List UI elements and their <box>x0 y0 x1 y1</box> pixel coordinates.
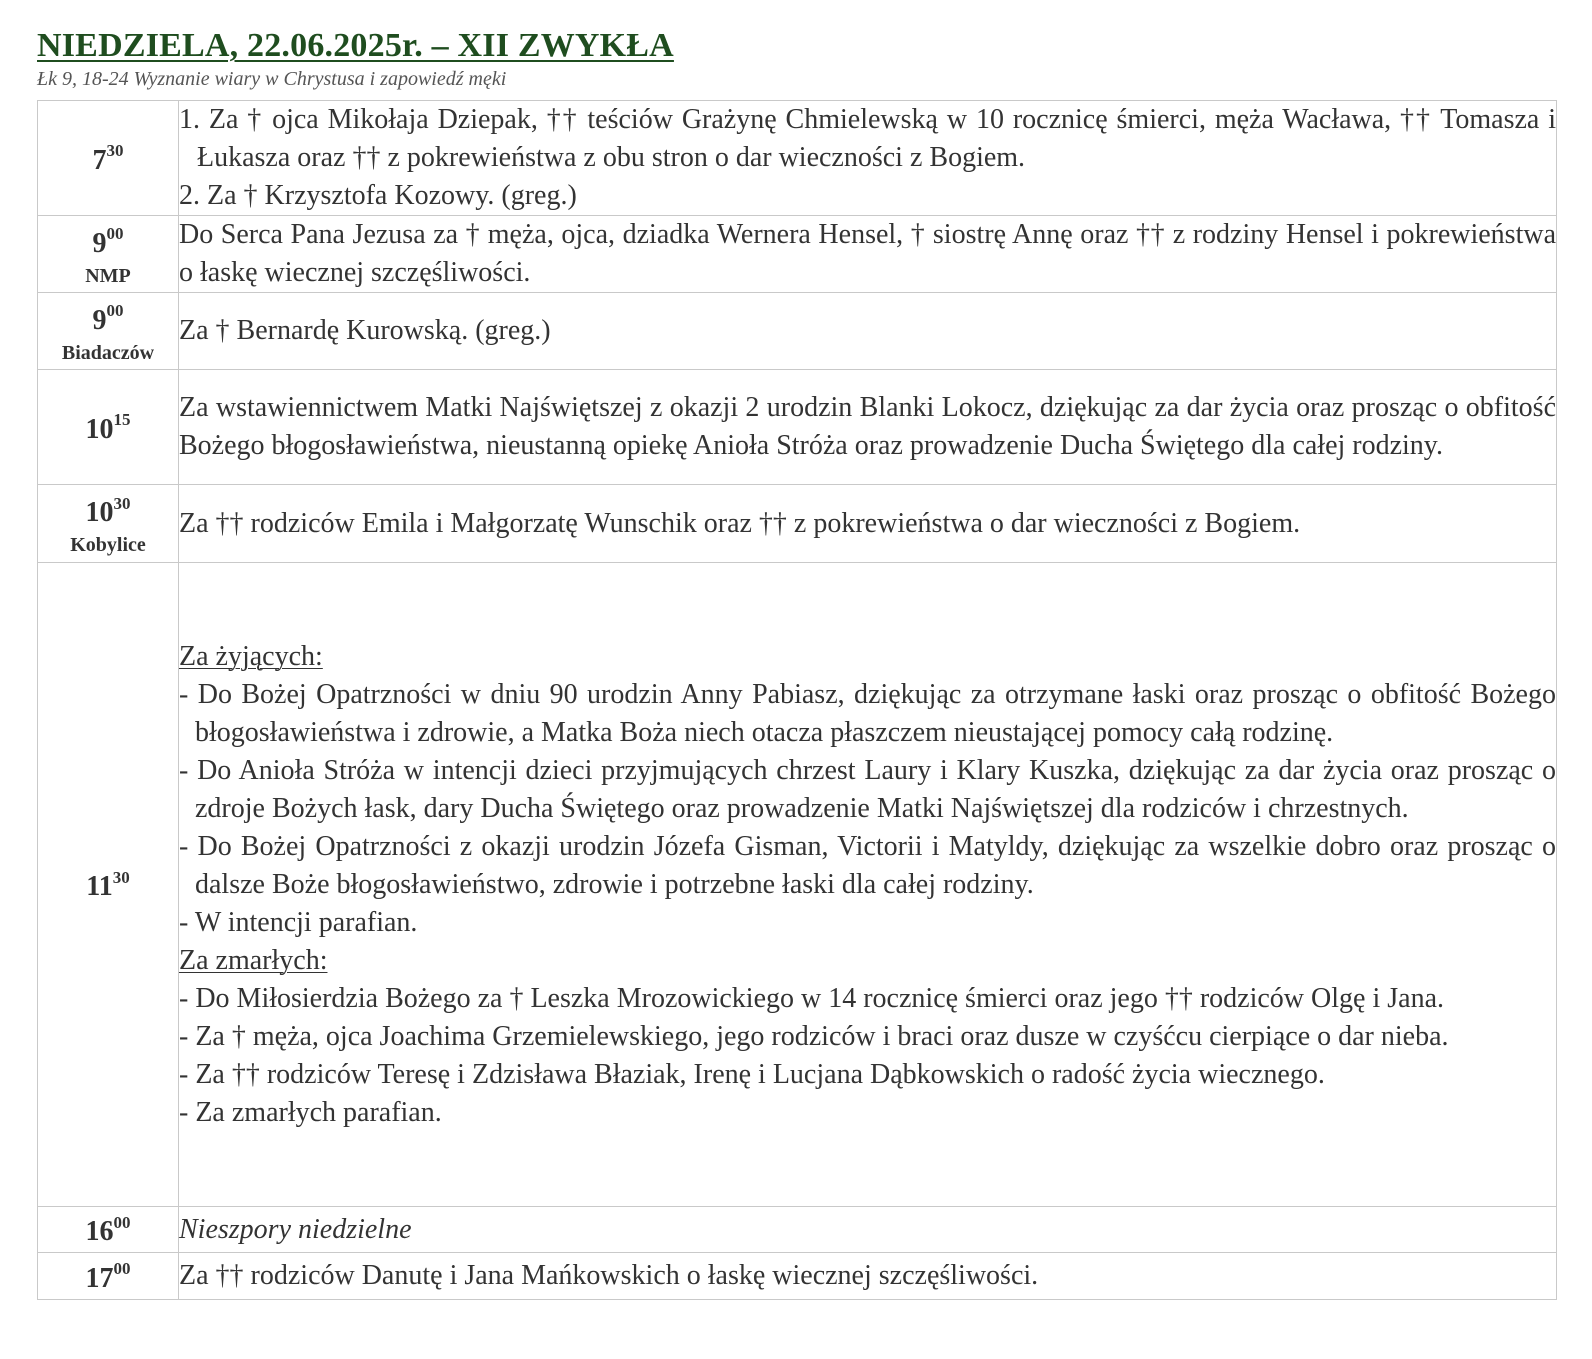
intention-text: - Do Anioła Stróża w intencji dzieci przyjmujących chrzest Laury i Klary Kuszka, dziękując za dar życia oraz prosząc o zdroje Bożych łask, dary Ducha Świętego oraz prowadzenie Matki Najświętszej dla rodziców i chrzestnych. <box>179 754 1556 824</box>
table-row <box>38 485 1557 563</box>
intention-cell <box>179 1207 1557 1253</box>
intention-text: - Do Miłosierdzia Bożego za † Leszka Mrozowickiego w 14 rocznicę śmierci oraz jego †† rodziców Olgę i Jana. <box>179 982 1444 1014</box>
time-cell <box>38 1253 179 1300</box>
mass-place: Biadaczów <box>61 341 155 364</box>
intention-text: Za † Bernardę Kurowską. (greg.) <box>179 315 551 346</box>
intention-text: - W intencji parafian. <box>179 906 418 938</box>
document <box>37 26 1559 1300</box>
mass-time: $7^{30}$ <box>92 141 124 176</box>
time-cell <box>38 216 179 293</box>
intention-cell <box>179 563 1557 1207</box>
intention-cell <box>179 485 1557 563</box>
intention-text: 1. Za † ojca Mikołaja Dziepak, †† teściów Grażynę Chmielewską w 10 rocznicę śmierci, męża Wacława, †† Tomasza i Łukasza oraz †† z pokrewieństwa z obu stron o dar wieczności z Bogiem. <box>179 104 1556 173</box>
intention-text: - Do Bożej Opatrzności w dniu 90 urodzin Anny Pabiasz, dziękując za otrzymane łaski oraz prosząc o obfitość Bożego błogosławieństwa i zdrowie, a Matka Boża niech otacza płaszczem nieustającej pomocy całą rodzinę. <box>179 678 1556 748</box>
time-cell <box>38 370 179 485</box>
table-row <box>38 216 1557 293</box>
intention-cell <box>179 293 1557 370</box>
mass-time: $17^{00}$ <box>85 1259 131 1294</box>
mass-place: Kobylice <box>70 534 146 557</box>
living-heading: Za żyjących: <box>179 640 323 672</box>
intention-text: - Za zmarłych parafian. <box>179 1096 442 1128</box>
intention-cell <box>179 216 1557 293</box>
mass-time: $10^{15}$ <box>85 410 131 445</box>
intention-text: Za wstawiennictwem Matki Najświętszej z okazji 2 urodzin Blanki Lokocz, dziękując za dar życia oraz prosząc o obfitość Bożego błogosławieństwa, nieustanną opiekę Anioła Stróża oraz prowadzenie Ducha Świętego dla całej rodziny. <box>179 392 1556 461</box>
mass-place: NMP <box>85 264 131 287</box>
mass-intentions-table <box>37 100 1557 1300</box>
time-cell <box>38 485 179 563</box>
mass-time: $11^{30}$ <box>86 867 130 903</box>
gospel-reference: Łk 9, 18-24 Wyznanie wiary w Chrystusa i zapowiedź męki <box>37 68 507 90</box>
table-row <box>38 370 1557 485</box>
intention-text: Za †† rodziców Danutę i Jana Mańkowskich o łaskę wiecznej szczęśliwości. <box>179 1260 1039 1291</box>
time-cell <box>38 563 179 1207</box>
table-row <box>38 101 1557 216</box>
page-title: NIEDZIELA, 22.06.2025r. – XII ZWYKŁA <box>37 27 674 64</box>
intention-cell <box>179 1253 1557 1300</box>
intention-text: - Za †† rodziców Teresę i Zdzisława Błaziak, Irenę i Lucjana Dąbkowskich o radość życia wiecznego. <box>179 1058 1325 1090</box>
time-cell <box>38 1207 179 1253</box>
intention-text: Nieszpory niedzielne <box>179 1213 412 1245</box>
intention-cell <box>179 101 1557 216</box>
table-row <box>38 1207 1557 1253</box>
mass-time: $10^{30}$ <box>85 493 131 529</box>
mass-time: $9^{00}$ <box>92 301 124 336</box>
intention-text: Za †† rodziców Emila i Małgorzatę Wunschik oraz †† z pokrewieństwa o dar wieczności z Bogiem. <box>179 507 1301 539</box>
intention-text: Do Serca Pana Jezusa za † męża, ojca, dziadka Wernera Hensel, † siostrę Annę oraz †† z rodziny Hensel i pokrewieństwa o łaskę wiecznej szczęśliwości. <box>179 219 1556 288</box>
table-row <box>38 1253 1557 1300</box>
intention-text: - Za † męża, ojca Joachima Grzemielewskiego, jego rodziców i braci oraz dusze w czyśćcu cierpiące o dar nieba. <box>179 1020 1449 1052</box>
intention-cell <box>179 370 1557 485</box>
deceased-heading: Za zmarłych: <box>179 944 328 976</box>
intention-text: 2. Za † Krzysztofa Kozowy. (greg.) <box>179 180 577 211</box>
mass-time: $16^{00}$ <box>85 1212 131 1248</box>
mass-time: $9^{00}$ <box>92 224 124 259</box>
time-cell <box>38 293 179 370</box>
intention-text: - Do Bożej Opatrzności z okazji urodzin Józefa Gisman, Victorii i Matyldy, dziękując za wszelkie dobro oraz prosząc o dalsze Boże błogosławieństwo, zdrowie i potrzebne łaski dla całej rodziny. <box>179 830 1556 900</box>
table-row <box>38 293 1557 370</box>
time-cell <box>38 101 179 216</box>
table-row <box>38 563 1557 1207</box>
